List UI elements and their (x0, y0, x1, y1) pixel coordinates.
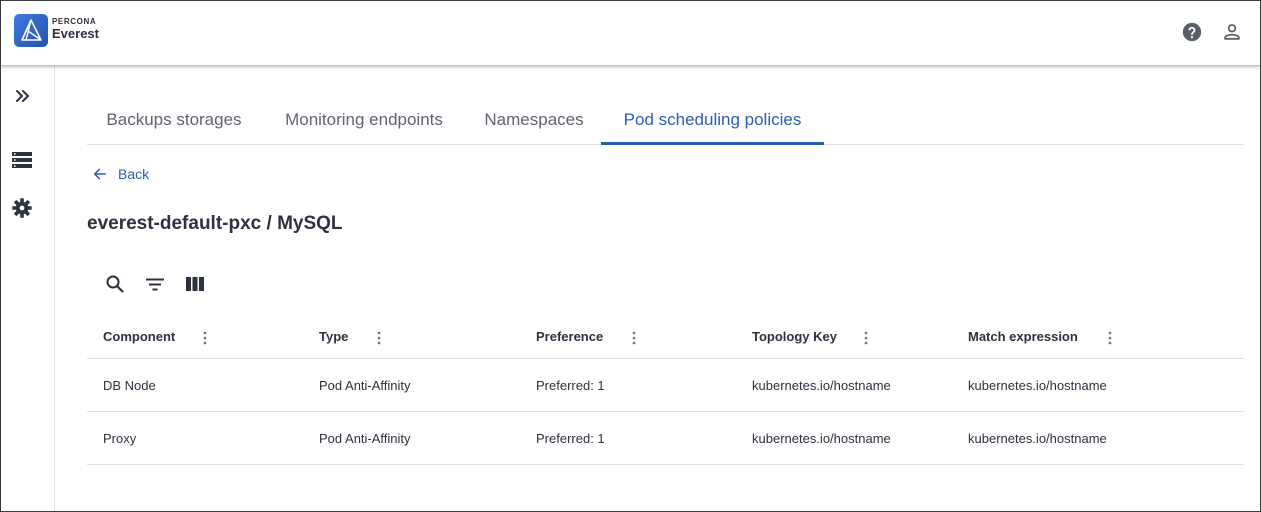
column-header-topology-key[interactable]: Topology Key (752, 329, 837, 344)
settings-tabs (87, 100, 1244, 145)
cell-component: Proxy (103, 431, 137, 446)
filter-icon[interactable] (143, 272, 167, 296)
cell-topology-key: kubernetes.io/hostname (752, 431, 891, 446)
cell-preference: Preferred: 1 (536, 378, 605, 393)
storage-list-icon[interactable] (11, 148, 35, 172)
back-button[interactable] (92, 164, 149, 184)
brand-product: Everest (52, 26, 99, 41)
tab-namespaces[interactable]: Namespaces (484, 110, 584, 129)
brand-company: PERCONA (52, 17, 97, 26)
column-menu-icon[interactable] (1108, 331, 1112, 345)
tab-backups-storages[interactable]: Backups storages (106, 110, 242, 129)
table-header (87, 312, 1244, 359)
double-chevron-right-icon[interactable] (11, 84, 35, 108)
column-header-preference[interactable]: Preference (536, 329, 604, 344)
active-tab-indicator (601, 142, 824, 145)
page-title: everest-default-pxc / MySQL (87, 213, 343, 234)
cell-type: Pod Anti-Affinity (319, 431, 411, 446)
table-row[interactable] (87, 412, 1244, 465)
table-row[interactable] (87, 359, 1244, 412)
help-circle-icon[interactable] (1181, 21, 1203, 43)
column-menu-icon[interactable] (632, 331, 636, 345)
tab-monitoring-endpoints[interactable]: Monitoring endpoints (285, 110, 443, 129)
column-header-match-expression[interactable]: Match expression (968, 329, 1078, 344)
arrow-left-icon (92, 166, 108, 182)
app-header (0, 0, 1261, 65)
cell-component: DB Node (103, 378, 156, 393)
sidebar (0, 65, 55, 512)
search-icon[interactable] (103, 272, 127, 296)
account-icon[interactable] (1221, 21, 1243, 43)
cell-match-expression: kubernetes.io/hostname (968, 378, 1107, 393)
cell-type: Pod Anti-Affinity (319, 378, 411, 393)
tab-pod-scheduling-policies[interactable]: Pod scheduling policies (623, 110, 802, 129)
column-menu-icon[interactable] (864, 331, 868, 345)
policies-table (87, 312, 1244, 465)
column-header-type[interactable]: Type (319, 329, 349, 344)
columns-icon[interactable] (183, 272, 207, 296)
settings-gear-icon[interactable] (11, 196, 35, 220)
column-header-component[interactable]: Component (103, 329, 176, 344)
column-menu-icon[interactable] (377, 331, 381, 345)
cell-preference: Preferred: 1 (536, 431, 605, 446)
cell-topology-key: kubernetes.io/hostname (752, 378, 891, 393)
back-label: Back (118, 166, 150, 182)
percona-logo-icon[interactable] (14, 14, 48, 47)
column-menu-icon[interactable] (203, 331, 207, 345)
cell-match-expression: kubernetes.io/hostname (968, 431, 1107, 446)
